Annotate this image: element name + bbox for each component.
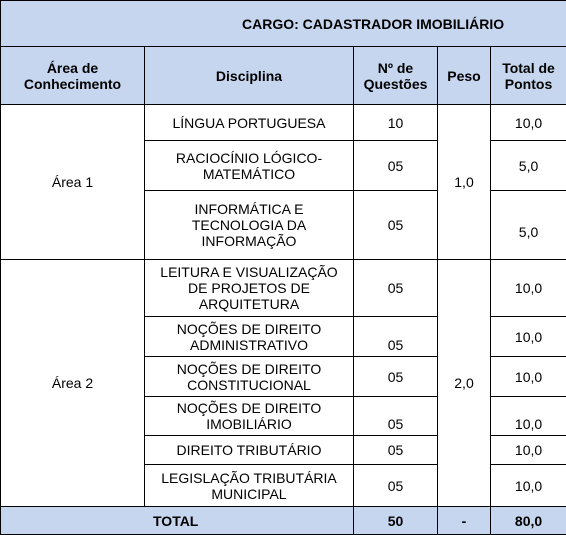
- header-area: Área de Conhecimento: [1, 47, 145, 105]
- discipline-cell: NOÇÕES DE DIREITO IMOBILIÁRIO: [145, 397, 354, 436]
- area-label: Área 2: [1, 260, 145, 507]
- points-cell: 10,0: [491, 105, 566, 141]
- total-questions: 50: [354, 507, 438, 535]
- discipline-cell: DIREITO TRIBUTÁRIO: [145, 436, 354, 465]
- questions-cell: 05: [354, 317, 438, 357]
- title-row: [1, 1, 566, 47]
- discipline-cell: RACIOCÍNIO LÓGICO-MATEMÁTICO: [145, 141, 354, 191]
- header-row: [1, 47, 566, 105]
- header-questions: Nº de Questões: [354, 47, 438, 105]
- table-row: [1, 105, 566, 141]
- total-weight: -: [438, 507, 491, 535]
- total-label: TOTAL: [1, 507, 354, 535]
- questions-cell: 05: [354, 465, 438, 507]
- weight-cell: 1,0: [438, 105, 491, 260]
- points-cell: 10,0: [491, 357, 566, 397]
- total-row: [1, 507, 566, 535]
- discipline-cell: LEGISLAÇÃO TRIBUTÁRIA MUNICIPAL: [145, 465, 354, 507]
- points-cell: 10,0: [491, 465, 566, 507]
- discipline-cell: NOÇÕES DE DIREITO CONSTITUCIONAL: [145, 357, 354, 397]
- header-weight: Peso: [438, 47, 491, 105]
- discipline-cell: NOÇÕES DE DIREITO ADMINISTRATIVO: [145, 317, 354, 357]
- questions-cell: 05: [354, 397, 438, 436]
- questions-cell: 05: [354, 191, 438, 260]
- weight-cell: 2,0: [438, 260, 491, 507]
- table-row: [1, 260, 566, 317]
- discipline-cell: LÍNGUA PORTUGUESA: [145, 105, 354, 141]
- questions-cell: 05: [354, 260, 438, 317]
- points-cell: 5,0: [491, 141, 566, 191]
- discipline-cell: INFORMÁTICA E TECNOLOGIA DA INFORMAÇÃO: [145, 191, 354, 260]
- discipline-cell: LEITURA E VISUALIZAÇÃO DE PROJETOS DE ARQUITETURA: [145, 260, 354, 317]
- header-discipline: Disciplina: [145, 47, 354, 105]
- questions-cell: 05: [354, 436, 438, 465]
- points-cell: 10,0: [491, 397, 566, 436]
- points-cell: 10,0: [491, 260, 566, 317]
- points-cell: 10,0: [491, 436, 566, 465]
- area-label: Área 1: [1, 105, 145, 260]
- header-total-points: Total de Pontos: [491, 47, 566, 105]
- questions-cell: 05: [354, 141, 438, 191]
- questions-cell: 05: [354, 357, 438, 397]
- total-points: 80,0: [491, 507, 566, 535]
- points-cell: 10,0: [491, 317, 566, 357]
- questions-cell: 10: [354, 105, 438, 141]
- table-title: CARGO: CADASTRADOR IMOBILIÁRIO: [1, 1, 566, 47]
- points-cell: 5,0: [491, 191, 566, 260]
